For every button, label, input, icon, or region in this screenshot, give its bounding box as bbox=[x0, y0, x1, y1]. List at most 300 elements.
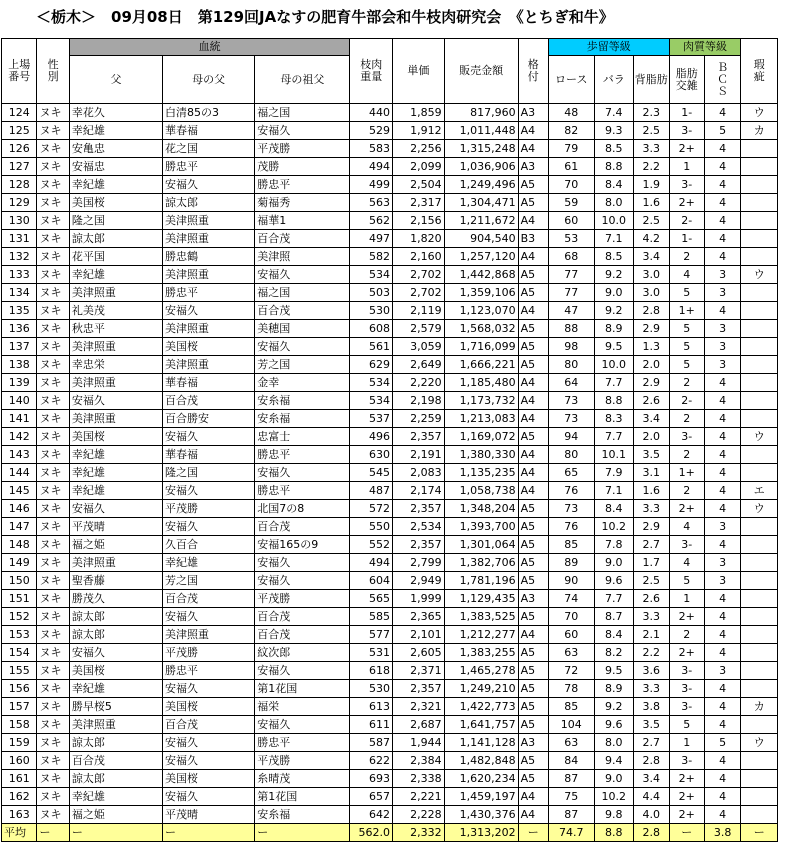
table-cell: 499 bbox=[350, 176, 393, 194]
table-cell: 隆之国 bbox=[69, 212, 162, 230]
table-cell: 3.0 bbox=[634, 284, 669, 302]
table-cell: 1,944 bbox=[393, 734, 445, 752]
table-cell: 勝忠平 bbox=[163, 662, 255, 680]
table-cell: 2+ bbox=[669, 644, 704, 662]
table-cell bbox=[741, 338, 778, 356]
table-cell: ウ bbox=[741, 734, 778, 752]
average-cell: ー bbox=[518, 824, 548, 842]
table-cell: 1,169,072 bbox=[444, 428, 518, 446]
table-cell: 2 bbox=[669, 410, 704, 428]
table-cell: 4 bbox=[704, 698, 740, 716]
table-cell bbox=[741, 752, 778, 770]
table-cell: 60 bbox=[548, 626, 594, 644]
table-cell: 2.5 bbox=[634, 212, 669, 230]
table-cell: 白清85の3 bbox=[163, 104, 255, 122]
table-cell: 629 bbox=[350, 356, 393, 374]
table-cell: 3.0 bbox=[634, 266, 669, 284]
table-cell: 福之姫 bbox=[69, 536, 162, 554]
table-cell: 72 bbox=[548, 662, 594, 680]
table-cell: 4 bbox=[704, 194, 740, 212]
table-cell bbox=[741, 716, 778, 734]
header-bms: 脂肪 交雑 bbox=[669, 56, 704, 104]
table-cell: 安福久 bbox=[255, 338, 350, 356]
table-cell: 聖香藤 bbox=[69, 572, 162, 590]
table-cell: 2.5 bbox=[634, 572, 669, 590]
table-cell: 4 bbox=[704, 752, 740, 770]
header-loin: ロース bbox=[548, 56, 594, 104]
table-cell: 47 bbox=[548, 302, 594, 320]
table-cell: 4 bbox=[704, 806, 740, 824]
table-cell bbox=[741, 392, 778, 410]
table-cell: 1,641,757 bbox=[444, 716, 518, 734]
table-cell: 3.4 bbox=[634, 248, 669, 266]
table-cell: 勝早桜5 bbox=[69, 698, 162, 716]
table-cell: 平茂勝 bbox=[163, 644, 255, 662]
table-cell: 百合茂 bbox=[255, 608, 350, 626]
average-cell: 2,332 bbox=[393, 824, 445, 842]
table-cell: ヌキ bbox=[37, 230, 69, 248]
table-cell: 2+ bbox=[669, 788, 704, 806]
table-row bbox=[2, 590, 778, 608]
table-cell: 4 bbox=[704, 176, 740, 194]
table-cell: 安福久 bbox=[163, 752, 255, 770]
table-cell: 平茂勝 bbox=[255, 752, 350, 770]
table-cell bbox=[741, 680, 778, 698]
table-cell: 85 bbox=[548, 698, 594, 716]
table-cell bbox=[741, 572, 778, 590]
average-cell: 562.0 bbox=[350, 824, 393, 842]
table-cell: 1,382,706 bbox=[444, 554, 518, 572]
table-cell: 153 bbox=[2, 626, 37, 644]
table-cell: ヌキ bbox=[37, 500, 69, 518]
table-cell: A4 bbox=[518, 248, 548, 266]
table-cell: 9.2 bbox=[594, 302, 634, 320]
table-cell: 149 bbox=[2, 554, 37, 572]
table-cell bbox=[741, 374, 778, 392]
table-cell: 3.4 bbox=[634, 770, 669, 788]
table-cell: 幸紀雄 bbox=[69, 464, 162, 482]
table-cell: 4 bbox=[704, 446, 740, 464]
table-cell: 7.8 bbox=[594, 536, 634, 554]
table-cell: 3 bbox=[704, 572, 740, 590]
table-cell: 安糸福 bbox=[255, 806, 350, 824]
table-cell: 2,371 bbox=[393, 662, 445, 680]
table-cell: ヌキ bbox=[37, 104, 69, 122]
table-cell: 530 bbox=[350, 302, 393, 320]
table-cell: 2,384 bbox=[393, 752, 445, 770]
table-cell: 2.7 bbox=[634, 734, 669, 752]
table-cell: 73 bbox=[548, 392, 594, 410]
table-cell: 9.5 bbox=[594, 338, 634, 356]
table-cell: 2.2 bbox=[634, 158, 669, 176]
table-row bbox=[2, 194, 778, 212]
table-cell: 131 bbox=[2, 230, 37, 248]
table-cell: 622 bbox=[350, 752, 393, 770]
table-cell: 587 bbox=[350, 734, 393, 752]
table-cell: 諒太郎 bbox=[69, 230, 162, 248]
table-cell: 2.8 bbox=[634, 752, 669, 770]
table-cell: 1,123,070 bbox=[444, 302, 518, 320]
table-cell: 577 bbox=[350, 626, 393, 644]
table-cell: 幸紀雄 bbox=[69, 176, 162, 194]
table-cell: 幸紀雄 bbox=[69, 482, 162, 500]
table-cell bbox=[741, 194, 778, 212]
table-cell: A4 bbox=[518, 410, 548, 428]
table-cell: ヌキ bbox=[37, 572, 69, 590]
header-sex: 性 別 bbox=[37, 39, 69, 104]
table-cell: 美津照重 bbox=[69, 716, 162, 734]
table-cell: 美津照重 bbox=[163, 212, 255, 230]
table-cell: 137 bbox=[2, 338, 37, 356]
table-cell: 2,338 bbox=[393, 770, 445, 788]
table-cell: 1,380,330 bbox=[444, 446, 518, 464]
table-cell bbox=[741, 536, 778, 554]
table-cell: ヌキ bbox=[37, 626, 69, 644]
table-cell: 2,949 bbox=[393, 572, 445, 590]
table-cell: 4 bbox=[704, 482, 740, 500]
table-cell: 2,702 bbox=[393, 284, 445, 302]
header-bcs: Ｂ Ｃ Ｓ bbox=[704, 56, 740, 104]
table-cell: 2,365 bbox=[393, 608, 445, 626]
table-cell: 2.6 bbox=[634, 590, 669, 608]
header-carcass-weight: 枝肉 重量 bbox=[350, 39, 393, 104]
table-cell: 534 bbox=[350, 392, 393, 410]
table-cell: 2,357 bbox=[393, 536, 445, 554]
table-cell: 菊福秀 bbox=[255, 194, 350, 212]
table-cell: 585 bbox=[350, 608, 393, 626]
table-cell: 百合茂 bbox=[163, 590, 255, 608]
table-cell: 1,459,197 bbox=[444, 788, 518, 806]
table-cell: A5 bbox=[518, 716, 548, 734]
table-row bbox=[2, 464, 778, 482]
average-cell: 74.7 bbox=[548, 824, 594, 842]
table-row bbox=[2, 500, 778, 518]
table-cell: 144 bbox=[2, 464, 37, 482]
table-cell: ヌキ bbox=[37, 590, 69, 608]
table-cell: 73 bbox=[548, 500, 594, 518]
table-cell: 1,058,738 bbox=[444, 482, 518, 500]
average-row bbox=[2, 824, 778, 842]
table-cell: 1,304,471 bbox=[444, 194, 518, 212]
table-cell bbox=[741, 320, 778, 338]
table-cell: 77 bbox=[548, 266, 594, 284]
table-cell: 4 bbox=[704, 590, 740, 608]
table-cell: ヌキ bbox=[37, 392, 69, 410]
table-cell: ヌキ bbox=[37, 428, 69, 446]
table-cell: 5 bbox=[704, 734, 740, 752]
table-cell: 北国7の8 bbox=[255, 500, 350, 518]
table-cell: 3 bbox=[704, 338, 740, 356]
table-cell: 613 bbox=[350, 698, 393, 716]
table-cell: 2.5 bbox=[634, 122, 669, 140]
table-cell: 1.6 bbox=[634, 194, 669, 212]
table-cell: 2.2 bbox=[634, 644, 669, 662]
table-cell: 4.0 bbox=[634, 806, 669, 824]
header-dam-sire: 母の父 bbox=[163, 56, 255, 104]
table-cell bbox=[741, 230, 778, 248]
table-cell: 1,442,868 bbox=[444, 266, 518, 284]
table-cell: 2,317 bbox=[393, 194, 445, 212]
table-cell: 福栄 bbox=[255, 698, 350, 716]
table-cell: 2+ bbox=[669, 194, 704, 212]
average-cell: 3.8 bbox=[704, 824, 740, 842]
table-cell: 142 bbox=[2, 428, 37, 446]
table-cell: 494 bbox=[350, 554, 393, 572]
table-cell: 1,666,221 bbox=[444, 356, 518, 374]
table-cell: 4 bbox=[704, 212, 740, 230]
table-cell: 2,191 bbox=[393, 446, 445, 464]
table-cell: B3 bbox=[518, 230, 548, 248]
table-cell: 537 bbox=[350, 410, 393, 428]
table-cell: 諒太郎 bbox=[69, 626, 162, 644]
table-cell bbox=[741, 212, 778, 230]
table-cell: 561 bbox=[350, 338, 393, 356]
table-cell: 美国桜 bbox=[163, 770, 255, 788]
table-cell: 657 bbox=[350, 788, 393, 806]
table-cell: 148 bbox=[2, 536, 37, 554]
table-cell: 94 bbox=[548, 428, 594, 446]
table-cell: 4 bbox=[704, 410, 740, 428]
table-cell: 77 bbox=[548, 284, 594, 302]
table-cell: 70 bbox=[548, 608, 594, 626]
table-cell: 2,259 bbox=[393, 410, 445, 428]
table-cell: A5 bbox=[518, 536, 548, 554]
table-cell: 1,348,204 bbox=[444, 500, 518, 518]
table-cell: A5 bbox=[518, 572, 548, 590]
table-cell: 安福久 bbox=[163, 518, 255, 536]
table-row bbox=[2, 338, 778, 356]
table-cell: 9.5 bbox=[594, 662, 634, 680]
table-cell: 1,141,128 bbox=[444, 734, 518, 752]
table-cell: 3.4 bbox=[634, 410, 669, 428]
table-cell: 美津照重 bbox=[69, 284, 162, 302]
table-cell: 2,687 bbox=[393, 716, 445, 734]
table-cell: 安福久 bbox=[255, 662, 350, 680]
table-cell: A5 bbox=[518, 608, 548, 626]
table-cell: 花之国 bbox=[163, 140, 255, 158]
table-cell: 2,174 bbox=[393, 482, 445, 500]
table-cell: 平茂勝 bbox=[255, 590, 350, 608]
table-cell: 2,221 bbox=[393, 788, 445, 806]
table-cell: 494 bbox=[350, 158, 393, 176]
table-cell: 2.0 bbox=[634, 356, 669, 374]
table-cell: 美津照重 bbox=[69, 410, 162, 428]
table-cell: 129 bbox=[2, 194, 37, 212]
table-cell: 忠富士 bbox=[255, 428, 350, 446]
table-cell: 3.8 bbox=[634, 698, 669, 716]
table-cell: 百合茂 bbox=[163, 716, 255, 734]
table-cell: 1,257,120 bbox=[444, 248, 518, 266]
table-cell: 芳之国 bbox=[255, 356, 350, 374]
table-cell: 63 bbox=[548, 734, 594, 752]
table-cell bbox=[741, 608, 778, 626]
table-cell: 1,430,376 bbox=[444, 806, 518, 824]
table-cell: 2- bbox=[669, 392, 704, 410]
table-cell: 1,393,700 bbox=[444, 518, 518, 536]
table-cell: 157 bbox=[2, 698, 37, 716]
table-row bbox=[2, 374, 778, 392]
table-cell: 693 bbox=[350, 770, 393, 788]
table-cell: 147 bbox=[2, 518, 37, 536]
table-cell: 美津照重 bbox=[69, 338, 162, 356]
table-cell: 487 bbox=[350, 482, 393, 500]
table-cell: A5 bbox=[518, 752, 548, 770]
table-cell: 百合茂 bbox=[69, 752, 162, 770]
table-cell: 美国桜 bbox=[163, 698, 255, 716]
table-cell: ヌキ bbox=[37, 356, 69, 374]
table-cell: 9.0 bbox=[594, 770, 634, 788]
table-cell: 642 bbox=[350, 806, 393, 824]
table-cell: 155 bbox=[2, 662, 37, 680]
table-cell: 勝忠平 bbox=[255, 446, 350, 464]
table-cell: 3 bbox=[704, 284, 740, 302]
table-cell: 124 bbox=[2, 104, 37, 122]
table-cell: 1,716,099 bbox=[444, 338, 518, 356]
table-cell: 2 bbox=[669, 482, 704, 500]
table-cell: 8.8 bbox=[594, 392, 634, 410]
table-cell: 2,579 bbox=[393, 320, 445, 338]
table-cell: 1,912 bbox=[393, 122, 445, 140]
table-cell: 608 bbox=[350, 320, 393, 338]
table-cell: 1- bbox=[669, 230, 704, 248]
table-cell: 8.4 bbox=[594, 176, 634, 194]
table-cell: 福之国 bbox=[255, 104, 350, 122]
table-cell: 勝忠平 bbox=[255, 734, 350, 752]
table-cell: 5 bbox=[704, 122, 740, 140]
table-cell: 諒太郎 bbox=[69, 734, 162, 752]
table-cell: 534 bbox=[350, 266, 393, 284]
table-cell: 2,228 bbox=[393, 806, 445, 824]
table-cell: 10.0 bbox=[594, 356, 634, 374]
table-cell: 安福久 bbox=[163, 176, 255, 194]
table-cell: 2,160 bbox=[393, 248, 445, 266]
table-cell: 440 bbox=[350, 104, 393, 122]
table-cell: ウ bbox=[741, 500, 778, 518]
table-cell: 70 bbox=[548, 176, 594, 194]
table-cell: 1,173,732 bbox=[444, 392, 518, 410]
table-row bbox=[2, 266, 778, 284]
table-cell: 8.9 bbox=[594, 680, 634, 698]
table-cell: 幸紀雄 bbox=[69, 446, 162, 464]
average-cell: 平均 bbox=[2, 824, 37, 842]
table-cell: ヌキ bbox=[37, 554, 69, 572]
table-cell: 141 bbox=[2, 410, 37, 428]
table-cell: 1,213,083 bbox=[444, 410, 518, 428]
table-cell: 146 bbox=[2, 500, 37, 518]
table-cell: 勝茂久 bbox=[69, 590, 162, 608]
table-cell: 勝忠平 bbox=[163, 158, 255, 176]
table-cell: 2,534 bbox=[393, 518, 445, 536]
table-cell: 安福久 bbox=[163, 734, 255, 752]
table-cell: 4 bbox=[704, 464, 740, 482]
table-cell: 562 bbox=[350, 212, 393, 230]
table-cell: 3 bbox=[704, 356, 740, 374]
table-cell: A4 bbox=[518, 374, 548, 392]
table-cell: ヌキ bbox=[37, 752, 69, 770]
table-cell: 華春福 bbox=[163, 446, 255, 464]
table-cell: 817,960 bbox=[444, 104, 518, 122]
table-cell: 平茂晴 bbox=[163, 806, 255, 824]
table-cell: 2.9 bbox=[634, 374, 669, 392]
table-cell: 60 bbox=[548, 212, 594, 230]
table-cell: 2 bbox=[669, 446, 704, 464]
table-cell: 8.0 bbox=[594, 194, 634, 212]
table-cell: 78 bbox=[548, 680, 594, 698]
table-cell: ヌキ bbox=[37, 482, 69, 500]
table-row bbox=[2, 662, 778, 680]
table-cell: 1+ bbox=[669, 464, 704, 482]
table-cell: 10.1 bbox=[594, 446, 634, 464]
table-cell: 1,211,672 bbox=[444, 212, 518, 230]
table-cell: ヌキ bbox=[37, 464, 69, 482]
table-cell: 1,781,196 bbox=[444, 572, 518, 590]
table-cell: 安福久 bbox=[163, 428, 255, 446]
table-row bbox=[2, 770, 778, 788]
table-cell: 9.4 bbox=[594, 752, 634, 770]
table-cell: 4 bbox=[669, 518, 704, 536]
table-row bbox=[2, 122, 778, 140]
table-cell: 563 bbox=[350, 194, 393, 212]
table-cell: ヌキ bbox=[37, 122, 69, 140]
table-cell: 1,859 bbox=[393, 104, 445, 122]
table-cell: 10.2 bbox=[594, 518, 634, 536]
table-cell: 9.3 bbox=[594, 122, 634, 140]
table-row bbox=[2, 752, 778, 770]
average-cell: ー bbox=[255, 824, 350, 842]
table-cell: 安糸福 bbox=[255, 410, 350, 428]
table-cell: 4 bbox=[704, 626, 740, 644]
table-cell: 美国桜 bbox=[69, 428, 162, 446]
table-cell: 8.8 bbox=[594, 158, 634, 176]
table-cell: 9.0 bbox=[594, 284, 634, 302]
table-cell: 4 bbox=[704, 230, 740, 248]
table-cell: 139 bbox=[2, 374, 37, 392]
table-cell: 134 bbox=[2, 284, 37, 302]
table-cell: A3 bbox=[518, 158, 548, 176]
table-cell: 安福久 bbox=[69, 644, 162, 662]
table-cell: 87 bbox=[548, 770, 594, 788]
table-cell: 福之姫 bbox=[69, 806, 162, 824]
table-cell: 5 bbox=[669, 716, 704, 734]
table-row bbox=[2, 482, 778, 500]
page-title: ＜栃木＞ 09月08日 第129回JAなすの肥育牛部会和牛枝肉研究会 《とちぎ和牛》 bbox=[36, 8, 614, 26]
table-cell: 2+ bbox=[669, 770, 704, 788]
table-cell: ヌキ bbox=[37, 788, 69, 806]
table-cell: 安糸福 bbox=[255, 392, 350, 410]
table-cell: 565 bbox=[350, 590, 393, 608]
table-cell: 160 bbox=[2, 752, 37, 770]
table-cell: 4.2 bbox=[634, 230, 669, 248]
table-row bbox=[2, 644, 778, 662]
table-cell: 8.4 bbox=[594, 626, 634, 644]
table-cell: ウ bbox=[741, 428, 778, 446]
table-cell: 5 bbox=[669, 572, 704, 590]
table-cell bbox=[741, 806, 778, 824]
table-cell: 3- bbox=[669, 122, 704, 140]
table-cell: 65 bbox=[548, 464, 594, 482]
table-cell: A5 bbox=[518, 770, 548, 788]
table-cell: A5 bbox=[518, 518, 548, 536]
average-cell: ー bbox=[163, 824, 255, 842]
table-cell: 3.6 bbox=[634, 662, 669, 680]
table-cell: 7.9 bbox=[594, 464, 634, 482]
header-entry-no: 上場 番号 bbox=[2, 39, 37, 104]
table-cell: 1,568,032 bbox=[444, 320, 518, 338]
table-cell: 美津照重 bbox=[69, 554, 162, 572]
table-row bbox=[2, 230, 778, 248]
table-cell: A5 bbox=[518, 284, 548, 302]
table-cell: 630 bbox=[350, 446, 393, 464]
